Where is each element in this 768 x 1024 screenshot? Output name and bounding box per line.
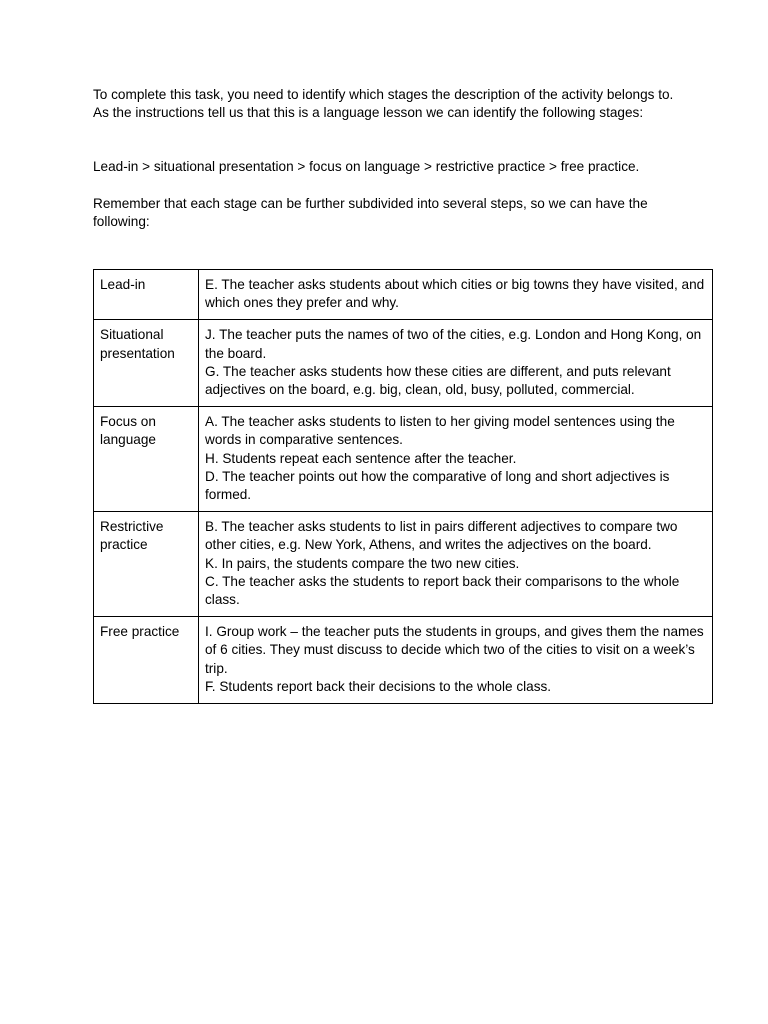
step-text: A. The teacher asks students to listen to her giving model sentences using the words in comparative sentences.: [205, 414, 675, 448]
step-text: G. The teacher asks students how these cities are different, and puts relevant adjectives on the board, e.g. big, clean, old, busy, polluted, commercial.: [205, 363, 671, 398]
step-text: K. In pairs, the students compare the two new cities.: [205, 555, 520, 571]
step-text: I. Group work – the teacher puts the students in groups, and gives them the names of 6 cities. They must discuss to decide which two of the cities to visit on a week’s trip.: [205, 624, 704, 676]
stage-cell: Focus on language: [94, 407, 199, 512]
step-text: C. The teacher asks the students to report back their comparisons to the whole class.: [205, 573, 680, 608]
intro-paragraph-stages: Lead-in > situational presentation > focus on language > restrictive practice > free practice.: [93, 159, 640, 174]
step-text: F. Students report back their decisions to the whole class.: [205, 678, 552, 694]
steps-cell: [199, 512, 713, 617]
step-text: H. Students repeat each sentence after the teacher.: [205, 450, 517, 466]
steps-cell: [199, 270, 713, 320]
stages-table: [93, 269, 713, 704]
stage-cell: Lead-in: [94, 270, 199, 320]
steps-cell: [199, 617, 713, 704]
stage-cell: Restrictive practice: [94, 512, 199, 617]
table-row: [94, 617, 713, 704]
intro-paragraph-subdivision: Remember that each stage can be further subdivided into several steps, so we can have the following:: [93, 196, 648, 230]
steps-cell: [199, 407, 713, 512]
table-row: [94, 320, 713, 407]
stage-cell: Situational presentation: [94, 320, 199, 407]
table-row: [94, 407, 713, 512]
step-text: B. The teacher asks students to list in pairs different adjectives to compare two other cities, e.g. New York, Athens, and writes the adjectives on the board.: [205, 519, 678, 553]
step-text: J. The teacher puts the names of two of the cities, e.g. London and Hong Kong, on the board.: [205, 327, 702, 361]
intro-paragraph-task: To complete this task, you need to identify which stages the description of the activity belongs to. As the instructions tell us that this is a language lesson we can identify the following stages:: [93, 87, 674, 121]
stage-cell: Free practice: [94, 617, 199, 704]
step-text: E. The teacher asks students about which cities or big towns they have visited, and which ones they prefer and why.: [205, 277, 705, 311]
table-row: [94, 270, 713, 320]
step-text: D. The teacher points out how the comparative of long and short adjectives is formed.: [205, 468, 670, 503]
table-row: [94, 512, 713, 617]
steps-cell: [199, 320, 713, 407]
